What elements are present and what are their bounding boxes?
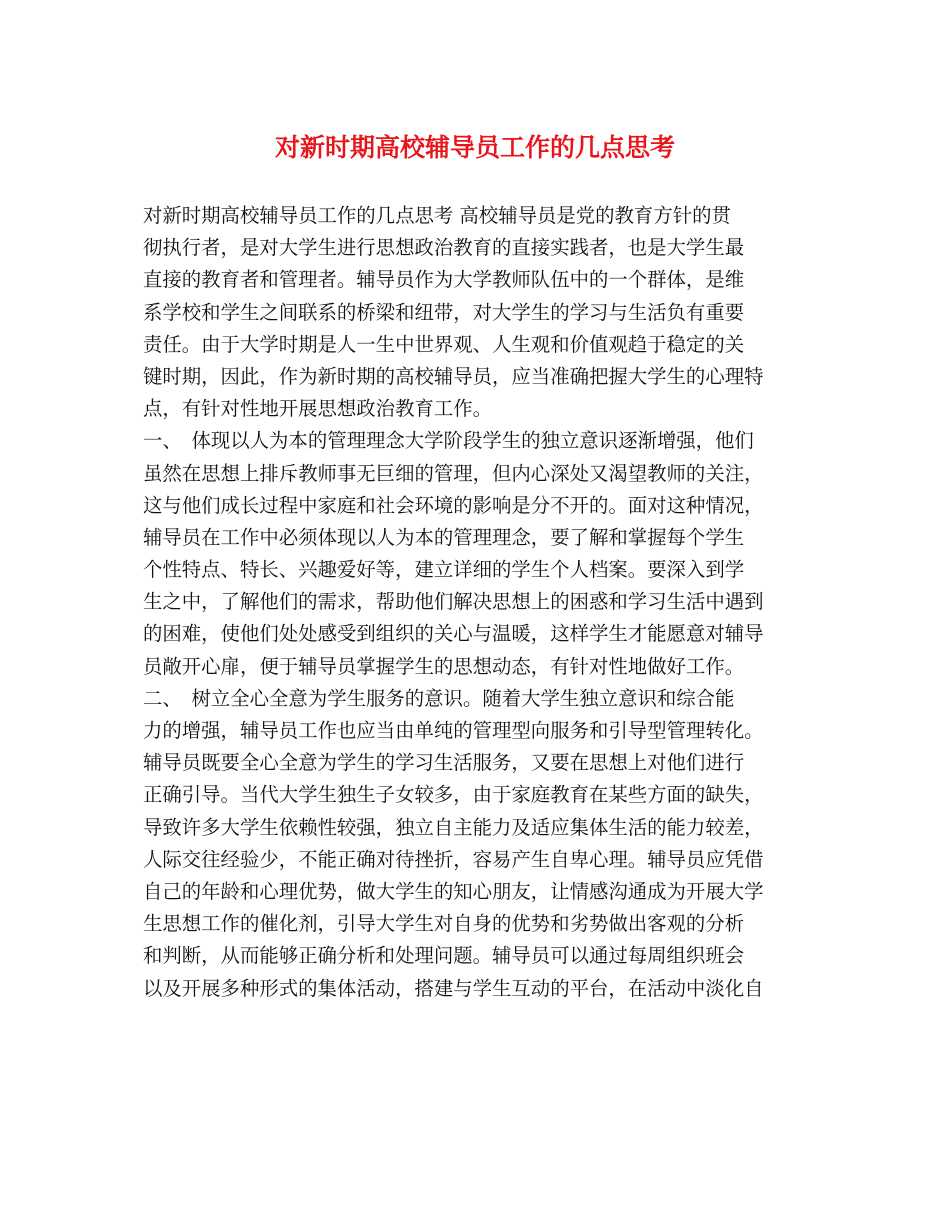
body-line: 人际交往经验少，不能正确对待挫折，容易产生自卑心理。辅导员应凭借 (143, 847, 764, 871)
document-title: 对新时期高校辅导员工作的几点思考 (274, 133, 675, 162)
body-line: 生思想工作的催化剂，引导大学生对自身的优势和劣势做出客观的分析 (143, 912, 745, 936)
body-line: 以及开展多种形式的集体活动，搭建与学生互动的平台，在活动中淡化自 (143, 976, 764, 1000)
body-line: 这与他们成长过程中家庭和社会环境的影响是分不开的。面对这种情况， (143, 493, 764, 517)
body-line: 自己的年龄和心理优势，做大学生的知心朋友，让情感沟通成为开展大学 (143, 879, 764, 903)
body-line: 的困难，使他们处处感受到组织的关心与温暖，这样学生才能愿意对辅导 (143, 622, 764, 646)
body-line: 正确引导。当代大学生独生子女较多，由于家庭教育在某些方面的缺失， (143, 783, 764, 807)
document-body (143, 200, 815, 1005)
body-line: 系学校和学生之间联系的桥梁和纽带，对大学生的学习与生活负有重要 (143, 300, 745, 324)
body-line: 生之中，了解他们的需求，帮助他们解决思想上的困惑和学习生活中遇到 (143, 590, 764, 614)
body-line: 导致许多大学生依赖性较强，独立自主能力及适应集体生活的能力较差， (143, 815, 764, 839)
body-line: 对新时期高校辅导员工作的几点思考 高校辅导员是党的教育方针的贯 (143, 204, 731, 227)
body-line: 点，有针对性地开展思想政治教育工作。 (143, 397, 493, 421)
body-line: 辅导员既要全心全意为学生的学习生活服务，又要在思想上对他们进行 (143, 751, 745, 775)
section-heading-line: 二、 树立全心全意为学生服务的意识。随着大学生独立意识和综合能 (143, 686, 735, 710)
section-heading-line: 一、 体现以人为本的管理理念大学阶段学生的独立意识逐渐增强，他们 (143, 429, 754, 453)
body-line: 责任。由于大学时期是人一生中世界观、人生观和价值观趋于稳定的关 (143, 332, 745, 356)
body-line: 个性特点、特长、兴趣爱好等，建立详细的学生个人档案。要深入到学 (143, 558, 745, 582)
body-line: 虽然在思想上排斥教师事无巨细的管理，但内心深处又渴望教师的关注， (143, 461, 764, 485)
body-line: 力的增强，辅导员工作也应当由单纯的管理型向服务和引导型管理转化。 (143, 719, 764, 742)
body-line: 直接的教育者和管理者。辅导员作为大学教师队伍中的一个群体，是维 (143, 268, 745, 292)
body-line: 员敞开心扉，便于辅导员掌握学生的思想动态，有针对性地做好工作。 (143, 654, 745, 678)
body-line: 彻执行者，是对大学生进行思想政治教育的直接实践者，也是大学生最 (143, 236, 745, 260)
body-line: 和判断，从而能够正确分析和处理问题。辅导员可以通过每周组织班会 (143, 944, 745, 968)
body-line: 键时期，因此，作为新时期的高校辅导员，应当准确把握大学生的心理特 (143, 364, 764, 388)
body-line: 辅导员在工作中必须体现以人为本的管理理念，要了解和掌握每个学生 (143, 525, 745, 549)
